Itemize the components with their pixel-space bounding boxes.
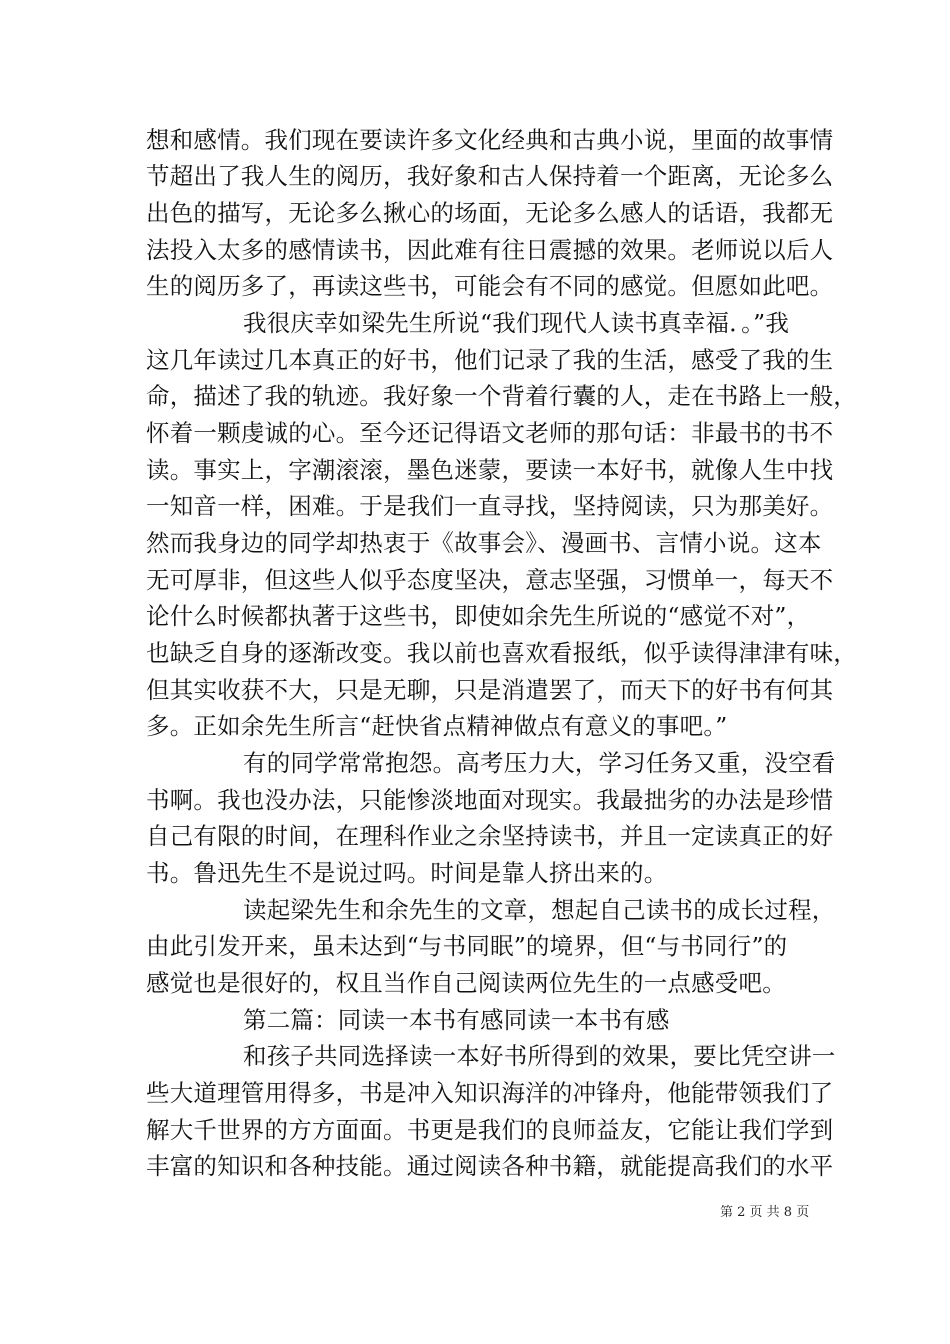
paragraph-start-line: 和孩子共同选择读一本好书所得到的效果，要比凭空讲一 bbox=[243, 1042, 836, 1070]
text-line: 但其实收获不大，只是无聊，只是消遣罢了，而天下的好书有何其 bbox=[146, 676, 834, 704]
text-line: 想和感情。我们现在要读许多文化经典和古典小说，里面的故事情 bbox=[146, 126, 834, 154]
text-line: 丰富的知识和各种技能。通过阅读各种书籍，就能提高我们的水平 bbox=[146, 1152, 834, 1180]
text-line: 出色的描写，无论多么揪心的场面，无论多么感人的话语，我都无 bbox=[146, 199, 834, 227]
text-line: 生的阅历多了，再读这些书，可能会有不同的感觉。但愿如此吧。 bbox=[146, 272, 834, 300]
paragraph-start-line: 读起梁先生和余先生的文章，想起自己读书的成长过程， bbox=[243, 896, 836, 924]
text-line: 怀着一颗虔诚的心。至今还记得语文老师的那句话：非最书的书不 bbox=[146, 419, 834, 447]
text-line: 些大道理管用得多，书是冲入知识海洋的冲锋舟，他能带领我们了 bbox=[146, 1079, 834, 1107]
text-line: 节超出了我人生的阅历，我好象和古人保持着一个距离，无论多么 bbox=[146, 162, 834, 190]
text-line: 法投入太多的感情读书，因此难有往日震撼的效果。老师说以后人 bbox=[146, 236, 834, 264]
text-line: 书。鲁迅先生不是说过吗。时间是靠人挤出来的。 bbox=[146, 859, 668, 887]
text-line: 无可厚非，但这些人似乎态度坚决，意志坚强，习惯单一，每天不 bbox=[146, 566, 834, 594]
text-line: 然而我身边的同学却热衷于《故事会》、漫画书、言情小说。这本 bbox=[146, 529, 822, 557]
text-line: 解大千世界的方方面面。书更是我们的良师益友，它能让我们学到 bbox=[146, 1116, 834, 1144]
paragraph-start-line: 我很庆幸如梁先生所说“我们现代人读书真幸福．。”我 bbox=[243, 309, 790, 337]
page-number-footer: 第 2 页 共 8 页 bbox=[720, 1205, 810, 1220]
paragraph-start-line: 有的同学常常抱怨。高考压力大，学习任务又重，没空看 bbox=[243, 749, 836, 777]
text-line: 这几年读过几本真正的好书，他们记录了我的生活，感受了我的生 bbox=[146, 346, 834, 374]
section-heading: 第二篇：同读一本书有感同读一本书有感 bbox=[243, 1006, 670, 1034]
text-line: 命，描述了我的轨迹。我好象一个背着行囊的人，走在书路上一般， bbox=[146, 382, 857, 410]
text-line: 由此引发开来，虽未达到“与书同眠”的境界，但“与书同行”的 bbox=[146, 932, 788, 960]
text-line: 多。正如余先生所言“赶快省点精神做点有意义的事吧。” bbox=[146, 712, 728, 740]
text-line: 自己有限的时间，在理科作业之余坚持读书，并且一定读真正的好 bbox=[146, 822, 834, 850]
text-line: 书啊。我也没办法，只能惨淡地面对现实。我最拙劣的办法是珍惜 bbox=[146, 786, 834, 814]
text-line: 也缺乏自身的逐渐改变。我以前也喜欢看报纸，似乎读得津津有味， bbox=[146, 639, 857, 667]
text-line: 一知音一样，困难。于是我们一直寻找，坚持阅读，只为那美好。 bbox=[146, 492, 834, 520]
text-line: 感觉也是很好的，权且当作自己阅读两位先生的一点感受吧。 bbox=[146, 969, 786, 997]
text-line: 读。事实上，字潮滚滚，墨色迷蒙，要读一本好书，就像人生中找 bbox=[146, 456, 834, 484]
text-line: 论什么时候都执著于这些书，即使如余先生所说的“感觉不对”， bbox=[146, 602, 811, 630]
